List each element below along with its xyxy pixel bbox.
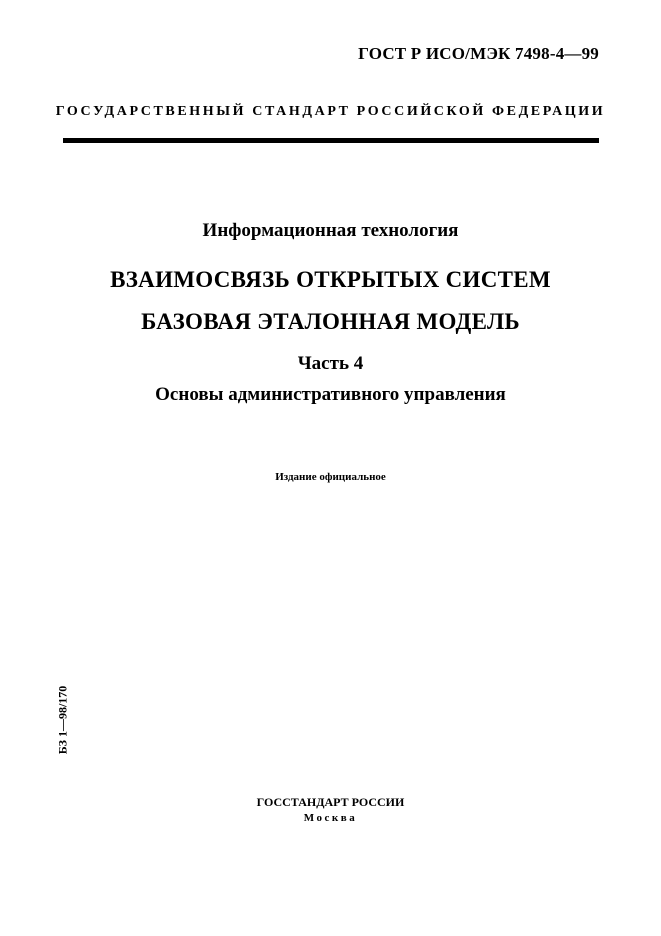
- document-subtitle: Информационная технология: [202, 220, 459, 241]
- part-title: Основы административного управления: [155, 384, 506, 405]
- state-standard-heading: ГОСУДАРСТВЕННЫЙ СТАНДАРТ РОССИЙСКОЙ ФЕДЕРАЦИИ: [55, 104, 606, 119]
- publication-city: Москва: [303, 812, 358, 824]
- document-title-line-1: ВЗАИМОСВЯЗЬ ОТКРЫТЫХ СИСТЕМ: [110, 267, 551, 292]
- document-code: ГОСТ Р ИСО/МЭК 7498-4—99: [358, 44, 599, 63]
- edition-label: Издание официальное: [275, 471, 386, 483]
- header-divider: [63, 138, 599, 143]
- part-number: Часть 4: [297, 353, 364, 374]
- document-title-line-2: БАЗОВАЯ ЭТАЛОННАЯ МОДЕЛЬ: [141, 309, 520, 334]
- side-code-text: БЗ 1—98/170: [55, 685, 70, 755]
- publisher: ГОССТАНДАРТ РОССИИ: [256, 795, 405, 809]
